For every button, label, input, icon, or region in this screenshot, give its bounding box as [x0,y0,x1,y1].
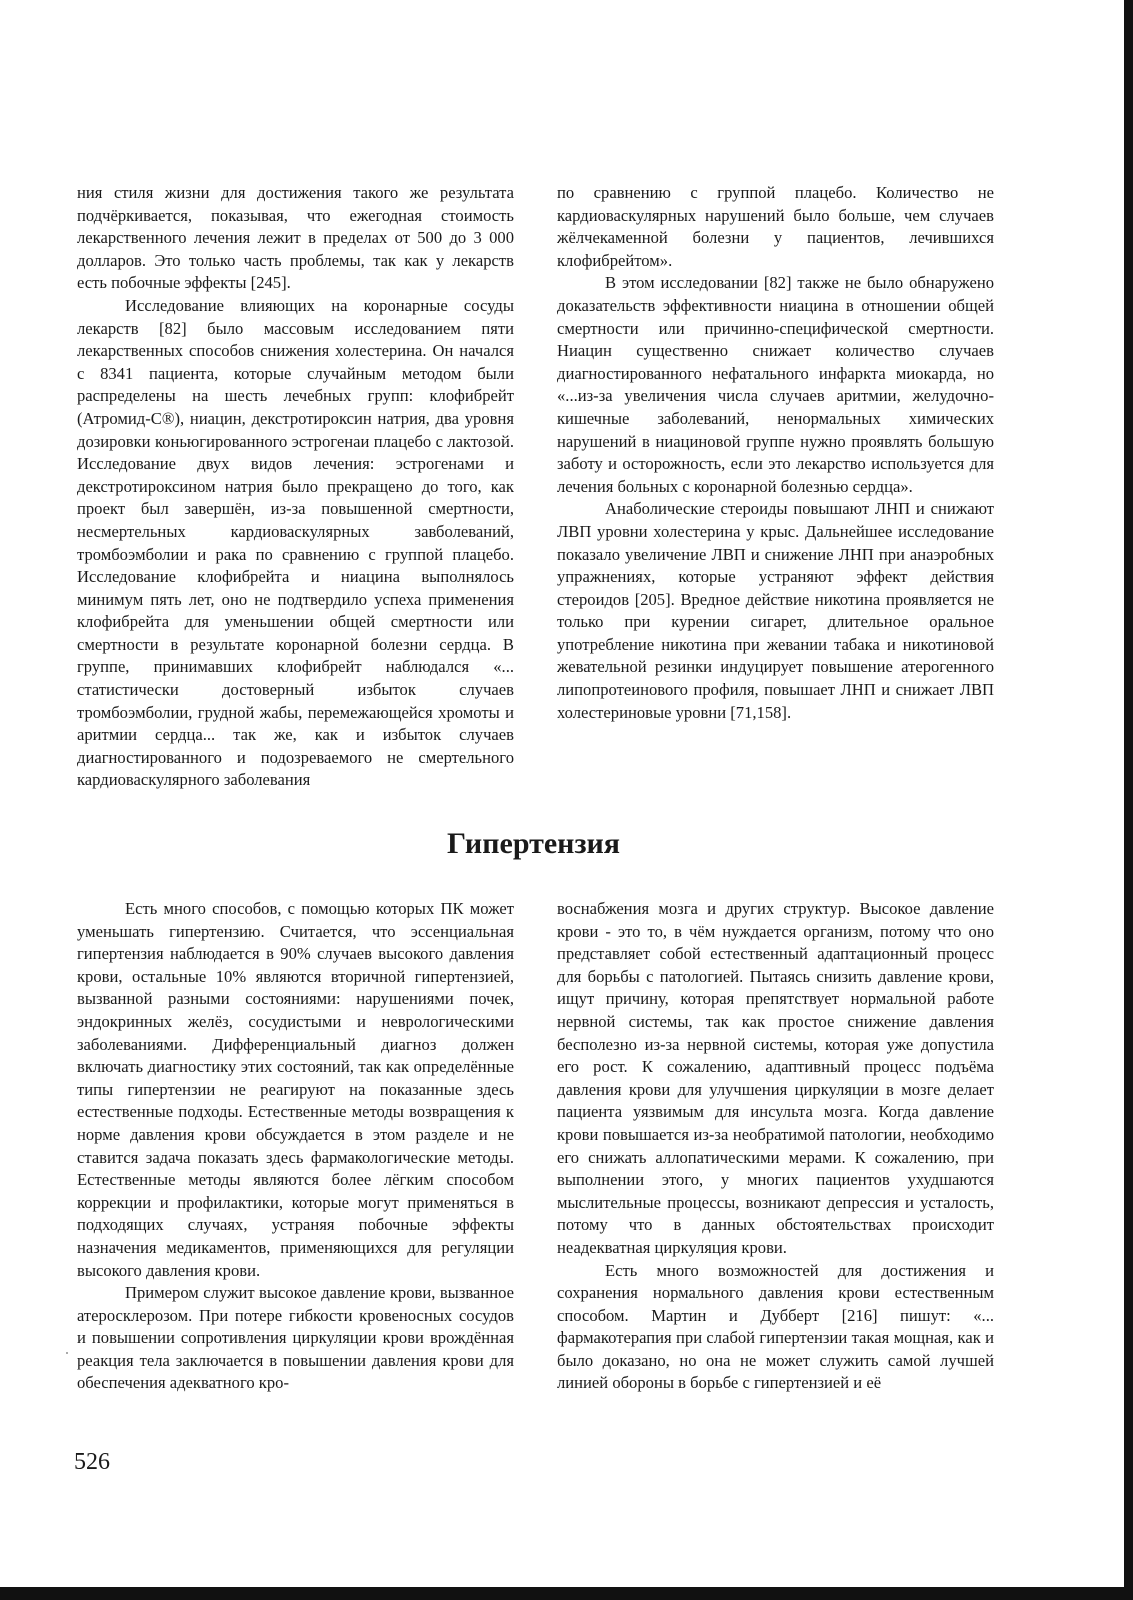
scan-edge-right [1124,0,1133,1600]
paragraph: В этом исследовании [82] также не было обнаружено доказательств эффективности ниацина в отношении общей смертности или причинно-специфической смертности. Ниацин существенно снижает количество случаев диагностированного нефатального инфаркта миокарда, но «...из-за увеличения числа случаев аритмии, желудочно-кишечные заболеваний, ненормальных химических нарушений в ниациновой группе нужно проявлять большую заботу и осторожность, если это лекарство используется для лечения больных с коронарной болезнью сердца». [557,273,994,496]
paragraph: ния стиля жизни для достижения такого же результата подчёркивается, показывая, что ежегодная стоимость лекарственного лечения лежит в пределах от 500 до 3 000 долларов. Это только часть проблемы, так как у лекарств есть побочные эффекты [245]. [77,183,514,293]
top-left-column [77,182,514,792]
scan-speck [66,1352,68,1354]
section-title: Гипертензия [446,827,621,860]
paragraph: Примером служит высокое давление крови, вызванное атеросклерозом. При потере гибкости кровеносных сосудов и повышении сопротивления циркуляции крови врождённая реакция тела заключается в повышении давления крови для обеспечения адекватного кро- [77,1283,514,1393]
paragraph: Анаболические стероиды повышают ЛНП и снижают ЛВП уровни холестерина у крыс. Дальнейшее исследование показало увеличение ЛВП и снижение ЛНП при анаэробных упражнениях, которые устраняют эффект действия стероидов [205]. Вредное действие никотина проявляется не только при курении сигарет, длительное оральное употребление никотина при жевании табака и никотиновой жевательной резинки индуцирует повышение атерогенного липопротеинового профиля, повышает ЛНП и снижает ЛВП холестериновые уровни [71,158]. [557,499,994,722]
paragraph: воснабжения мозга и других структур. Высокое давление крови - это то, в чём нуждается организм, потому что оно представляет собой естественный адаптационный процесс для борьбы с патологией. Пытаясь снизить давление крови, ищут причину, которая препятствует нормальной работе нервной системы, так как простое снижение давления бесполезно из-за нервной системы, которая уже допустила его рост. К сожалению, адаптивный процесс подъёма давления крови для улучшения циркуляции в мозге делает пациента уязвимым для инсульта мозга. Когда давление крови повышается из-за необратимой патологии, необходимо его снижать аллопатическими мерами. К сожалению, при выполнении этого, у многих пациентов ухудшаются мыслительные процессы, возникают депрессия и усталость, потому что в данных обстоятельствах происходит неадекватная циркуляция крови. [557,899,994,1257]
scan-edge-bottom [0,1587,1133,1600]
paragraph: Есть много возможностей для достижения и сохранения нормального давления крови естественным способом. Мартин и Дубберт [216] пишут: «... фармакотерапия при слабой гипертензии такая мощная, как и было доказано, но она не может служить самой лучшей линией обороны в борьбе с гипертензией и её [557,1260,994,1393]
page-number: 526 [74,1449,110,1475]
bottom-right-column [557,898,994,1395]
paragraph: Исследование влияющих на коронарные сосуды лекарств [82] было массовым исследованием пяти лекарственных способов снижения холестерина. Он начался с 8341 пациента, которые случайным методом были распределены на шесть лечебных групп: клофибрейт (Атромид-С®), ниацин, декстротироксин натрия, два уровня дозировки коньюгированного эстрогенаи плацебо с лактозой. Исследование двух видов лечения: эстрогенами и декстротироксином натрия было прекращено до того, как проект был завершён, из-за повышенной смертности, несмертельных кардиоваскулярных завболеваний, тромбоэмболии и рака по сравнению с группой плацебо. Исследование клофибрейта и ниацина выполнялось минимум пять лет, оно не подтвердило успеха применения клофибрейта для уменьшении общей смертности или смертности в результате коронарной болезни сердца. В группе, принимавших клофибрейт наблюдался «... статистически достоверный избыток случаев тромбоэмболии, грудной жабы, перемежающейся хромоты и аритмии сердца... так же, как и избыток случаев диагностированного и подозреваемого не смертельного кардиоваскулярного заболевания [77,295,514,790]
top-right-column [557,182,994,724]
paragraph: по сравнению с группой плацебо. Количество не кардиоваскулярных нарушений было больше, чем случаев жёлчекаменной болезни у пациентов, лечившихся клофибрейтом». [557,183,994,270]
paragraph: Есть много способов, с помощью которых ПК может уменьшать гипертензию. Считается, что эссенциальная гипертензия наблюдается в 90% случаев высокого давления крови, остальные 10% являются вторичной гипертензией, вызванной разными состояниями: нарушениями почек, эндокринных желёз, сосудистыми и неврологическими заболеваниями. Дифференциальный диагноз должен включать диагностику этих состояний, так как определённые типы гипертензии не реагируют на показанные здесь естественные подходы. Естественные методы возвращения к норме давления крови обсуждается в этом разделе и не ставится задача показать здесь фармакологические методы. Естественные методы являются более лёгким способом коррекции и профилактики, которые могут применяться в подходящих случаях, устраняя побочные эффекты назначения медикаментов, применяющихся для регуляции высокого давления крови. [77,899,514,1280]
bottom-left-column [77,898,514,1395]
